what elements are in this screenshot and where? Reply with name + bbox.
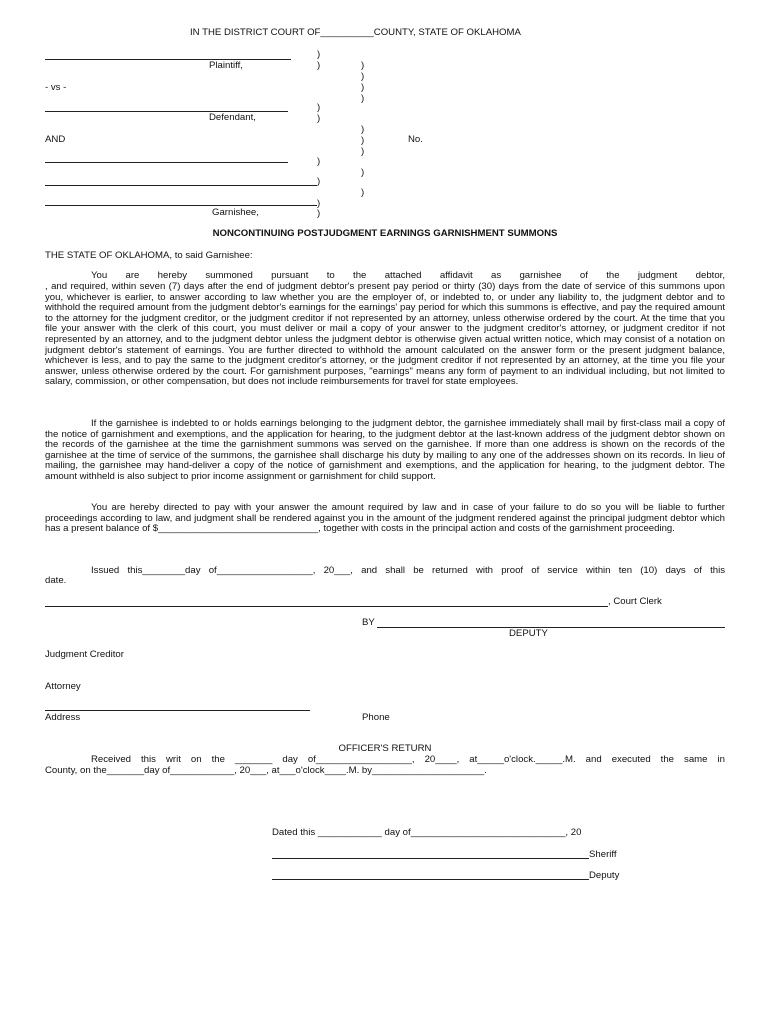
paragraph-3: You are hereby directed to pay with your answer the amount required by law and in case of your failure to do so you will be liable to further proceedings according to law, and judgment shall be rendered against you in the amount of the judgment rendered against the principal judgment debtor which has a present balance of $______________________________, together with costs in the principal action and costs of the garnishment proceeding. xyxy=(45,502,725,535)
deputy-label: DEPUTY xyxy=(509,628,548,639)
attorney-address-line[interactable] xyxy=(45,710,310,711)
caption-paren: ) xyxy=(317,49,321,60)
caption-paren: ) xyxy=(361,146,365,157)
by-label: BY xyxy=(362,617,375,628)
plaintiff-name-line[interactable] xyxy=(45,59,291,60)
officers-return-line-1: Received this writ on the _______ day of__________________, 20____, at_____o'clock._____.M. and executed the same in xyxy=(91,754,725,765)
issued-date-word: date. xyxy=(45,575,67,586)
address-label: Address xyxy=(45,712,81,723)
sheriff-label: Sheriff xyxy=(589,849,617,860)
caption-paren: ) xyxy=(317,176,321,187)
footer-deputy-label: Deputy xyxy=(589,870,620,881)
garnishee-line-3[interactable] xyxy=(45,205,317,206)
footer-deputy-signature-line[interactable] xyxy=(272,879,589,880)
court-clerk-signature-line[interactable] xyxy=(45,606,608,607)
caption-paren: ) xyxy=(361,71,365,82)
garnishee-label: Garnishee, xyxy=(212,207,259,218)
caption-paren: ) xyxy=(317,156,321,167)
paragraph-2: If the garnishee is indebted to or holds earnings belonging to the judgment debtor, the garnishee immediately shall mail by first-class mail a copy of the notice of garnishment and exemptions, and the application for hearing, to the judgment debtor at the last-known address of the judgment debtor shown on the records of the garnishee at the time the garnishment summons was served on the garnishee. If more than one address is shown on the records of the garnishee at the time of service of the summons, the garnishee shall discharge his duty by mailing to any one of the addresses shown on its records. In lieu of mailing, the garnishee may hand-deliver a copy of the notice of garnishment and exemptions, and the application for hearing, to the judgment debtor. The amount withheld is also subject to prior income assignment or garnishment for child support. xyxy=(45,418,725,482)
garnishee-line-2[interactable] xyxy=(45,185,317,186)
caption-paren: ) xyxy=(361,93,365,104)
case-number-label: No. xyxy=(408,134,423,145)
phone-label: Phone xyxy=(362,712,390,723)
sheriff-signature-line[interactable] xyxy=(272,858,589,859)
judgment-creditor-label: Judgment Creditor xyxy=(45,649,124,660)
issued-line: Issued this________day of__________________, 20___, and shall be returned with proof of service within ten (10) days of this xyxy=(91,565,725,576)
salutation: THE STATE OF OKLAHOMA, to said Garnishee: xyxy=(45,250,253,261)
caption-paren: ) xyxy=(361,167,365,178)
caption-paren: ) xyxy=(317,198,321,209)
caption-paren: ) xyxy=(317,102,321,113)
plaintiff-label: Plaintiff, xyxy=(209,60,243,71)
paragraph-1-first-line: You are hereby summoned pursuant to the attached affidavit as garnishee of the judgment debtor, xyxy=(91,270,725,281)
dated-line: Dated this ____________ day of_____________________________, 20 xyxy=(272,827,582,838)
court-heading: IN THE DISTRICT COURT OF__________COUNTY, STATE OF OKLAHOMA xyxy=(190,27,521,38)
court-clerk-label: , Court Clerk xyxy=(608,596,662,607)
caption-paren: ) xyxy=(361,60,365,71)
defendant-label: Defendant, xyxy=(209,112,256,123)
caption-paren: ) xyxy=(361,135,365,146)
deputy-signature-line[interactable] xyxy=(377,627,725,628)
and-label: AND xyxy=(45,134,66,145)
attorney-label: Attorney xyxy=(45,681,81,692)
vs-label: - vs - xyxy=(45,82,67,93)
officers-return-title: OFFICER'S RETURN xyxy=(338,743,432,754)
document-title: NONCONTINUING POSTJUDGMENT EARNINGS GARNISHMENT SUMMONS xyxy=(212,228,558,239)
officers-return-line-2: County, on the_______day of____________, 20___, at___o'clock____.M. by_____________________. xyxy=(45,765,487,776)
garnishee-line-1[interactable] xyxy=(45,162,288,163)
caption-paren: ) xyxy=(361,124,365,135)
paragraph-1-body: , and required, within seven (7) days after the end of judgment debtor's present pay period or thirty (30) days from the date of service of this summons upon you, whichever is earlier, to answer according to law whether you are the employer of, or indebted to, or under any liability to, the judgment debtor and to withhold the required amount from the judgment debtor's earnings for the earnings' pay period for which this summons is effective, and pay the required amount to the attorney for the judgment creditor, or the judgment creditor if not represented by an attorney, unless otherwise ordered by the court. At the time that you file your answer with the clerk of this court, you must deliver or mail a copy of your answer to the judgment creditor's attorney, or judgment creditor if not represented by an attorney, and to the judgment debtor unless the judgment debtor is otherwise given actual written notice, which may consist of a notation on judgment debtor's statement of earnings. You are further directed to withhold the amount calculated on the answer form or the present judgment balance, whichever is less, and to pay the same to the judgment creditor's attorney, or the judgment creditor if not represented by an attorney, at the time you file your answer, unless otherwise ordered by the court. For garnishment purposes, "earnings" means any form of payment to an individual including, but not limited to salary, commission, or other compensation, but does not include reimbursements for travel for state employees. xyxy=(45,281,725,388)
caption-paren: ) xyxy=(317,208,321,219)
caption-paren: ) xyxy=(361,187,365,198)
caption-paren: ) xyxy=(317,60,321,71)
caption-paren: ) xyxy=(317,113,321,124)
caption-paren: ) xyxy=(361,82,365,93)
